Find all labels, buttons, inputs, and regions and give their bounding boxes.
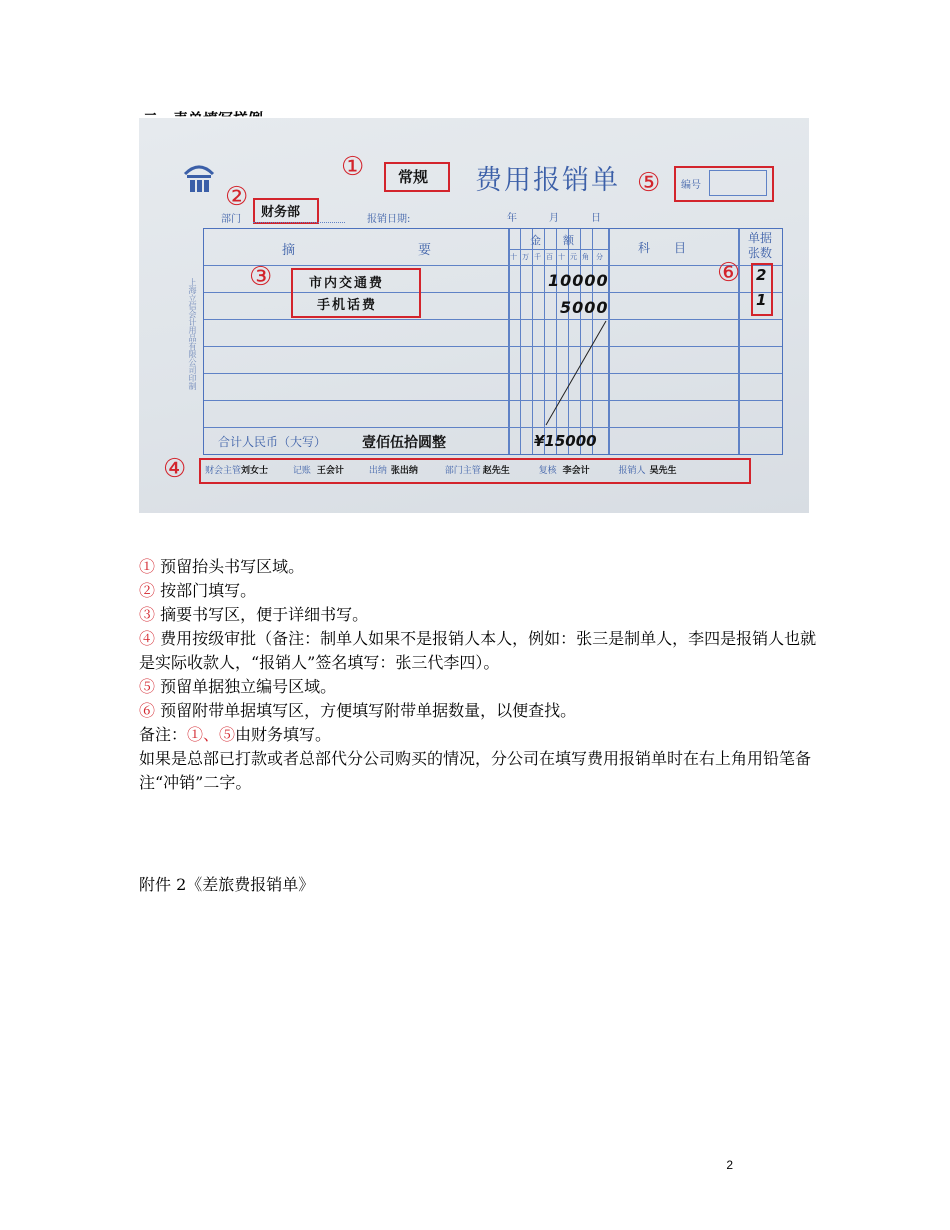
note-item	[139, 603, 819, 627]
signature-value: 李会计	[562, 466, 590, 476]
marker-4: ④	[163, 454, 187, 484]
signature-label: 部门主管	[444, 466, 481, 476]
date-day: 日	[591, 213, 601, 224]
signature-value: 刘女士	[241, 466, 269, 476]
item-summary: 手机话费	[317, 298, 378, 313]
note-number: ④	[139, 629, 156, 648]
marker-5: ⑤	[637, 168, 661, 198]
remark-numbers: ①、⑤	[187, 725, 236, 744]
note-number: ②	[139, 581, 156, 600]
serial-label: 编号	[681, 180, 701, 191]
amount-unit: 十	[558, 253, 565, 261]
form-grid	[203, 228, 783, 455]
marker-1: ①	[341, 152, 365, 182]
signature-label: 报销人	[618, 466, 646, 476]
col-docs: 单据张数	[747, 231, 772, 260]
item-summary: 市内交通费	[309, 276, 385, 291]
signature-value: 吴先生	[649, 466, 677, 476]
dept-value: 财务部	[261, 205, 301, 220]
form-photo	[139, 118, 809, 513]
note-text: 预留附带单据填写区，方便填写附带单据数量，以便查找。	[155, 701, 577, 720]
void-slash	[544, 319, 608, 427]
item-amount: 5000	[560, 298, 609, 317]
note-text: 费用按级审批（备注：制单人如果不是报销人本人，例如：张三是制单人，李四是报销人也就是实际收款人，“报销人”签名填写：张三代李四）。	[139, 629, 817, 672]
amount-unit: 角	[582, 253, 589, 261]
col-amount: 金 额	[530, 234, 574, 247]
note-number: ⑤	[139, 677, 156, 696]
remark-prefix: 备注：	[139, 725, 188, 744]
side-printer-text: 上海立信会计用品有限公司印制	[188, 278, 197, 390]
note-item	[139, 555, 819, 579]
amount-unit: 百	[546, 253, 553, 261]
amount-unit: 元	[570, 253, 577, 261]
note-number: ⑥	[139, 701, 156, 720]
note-item	[139, 675, 819, 699]
form-title: 费用报销单	[475, 165, 620, 196]
signature-label: 出纳	[368, 466, 387, 476]
note-text: 摘要书写区，便于详细书写。	[155, 605, 369, 624]
amount-unit: 千	[534, 253, 541, 261]
attachment-title: 附件 2《差旅费报销单》	[139, 875, 315, 894]
marker-3: ③	[249, 262, 273, 292]
signature-label: 复核	[538, 466, 557, 476]
type-label: 常规	[398, 168, 429, 186]
dept-label: 部门	[221, 214, 241, 225]
item-docs: 1	[756, 291, 767, 309]
note-text: 按部门填写。	[155, 581, 257, 600]
item-docs: 2	[756, 266, 767, 284]
note-text: 预留单据独立编号区域。	[155, 677, 337, 696]
col-summary-2: 要	[418, 243, 432, 258]
signature-value: 赵先生	[482, 466, 510, 476]
paragraph: 如果是总部已打款或者总部代分公司购买的情况，分公司在填写费用报销单时在右上角用铅笔备注“冲销”二字。	[139, 749, 812, 792]
date-year: 年	[507, 213, 517, 224]
col-summary-1: 摘	[282, 243, 296, 258]
amount-unit: 十	[510, 253, 517, 261]
note-text: 预留抬头书写区域。	[155, 557, 305, 576]
note-item	[139, 579, 819, 603]
total-amount: ¥15000	[534, 432, 597, 450]
signature-row	[205, 463, 677, 476]
remark-suffix: 由财务填写。	[235, 725, 332, 744]
note-number: ③	[139, 605, 156, 624]
note-item	[139, 699, 819, 723]
date-month: 月	[549, 213, 559, 224]
note-item	[139, 627, 819, 675]
marker-2: ②	[225, 182, 249, 212]
signature-value: 张出纳	[390, 466, 418, 476]
date-label: 报销日期:	[367, 214, 411, 225]
col-subject: 科 目	[638, 241, 687, 255]
note-number: ①	[139, 557, 156, 576]
item-amount: 10000	[548, 271, 609, 290]
signature-label: 财会主管	[205, 466, 242, 476]
notes	[139, 555, 819, 795]
total-words: 壹佰伍拾圆整	[362, 435, 446, 451]
serial-field	[709, 170, 767, 196]
signature-label: 记账	[292, 466, 311, 476]
remark	[139, 723, 819, 747]
dept-underline	[253, 222, 345, 223]
amount-unit: 万	[522, 253, 529, 261]
page-number: 2	[726, 1158, 733, 1172]
marker-6: ⑥	[717, 258, 741, 288]
logo-icon	[181, 158, 217, 194]
signature-value: 王会计	[316, 466, 344, 476]
amount-unit: 分	[596, 253, 603, 261]
total-label: 合计人民币（大写）	[218, 435, 327, 449]
